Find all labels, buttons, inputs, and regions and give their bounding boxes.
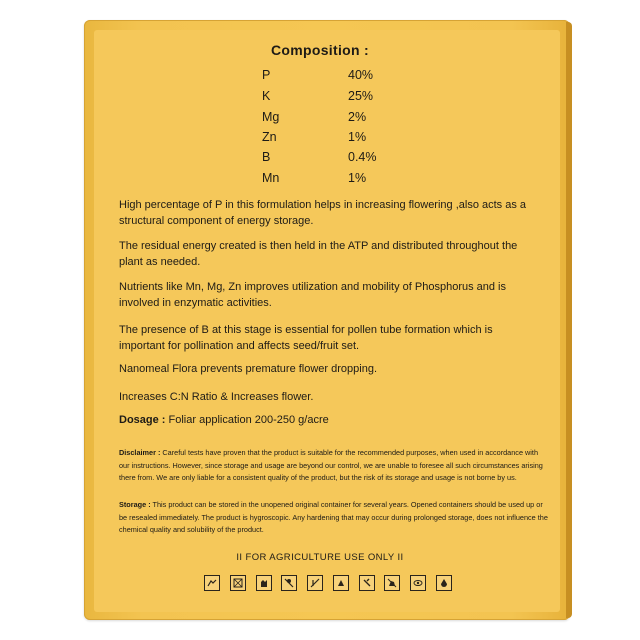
element-value: 2% — [348, 110, 367, 124]
keep-dry-icon — [436, 575, 452, 591]
dosage-line — [119, 414, 329, 426]
element-name: Mn — [262, 171, 280, 185]
element-value: 25% — [348, 89, 374, 103]
element-name: P — [262, 68, 271, 82]
paragraph-nutrients: Nutrients like Mn, Mg, Zn improves utilization and mobility of Phosphorus and is involved in enzymatic activities. — [119, 281, 507, 309]
element-name: Mg — [262, 110, 280, 124]
paragraph-flower-drop: Nanomeal Flora prevents premature flower dropping. — [119, 363, 378, 375]
eye-protection-icon — [410, 575, 426, 591]
dosage-label: Dosage : — [119, 414, 166, 426]
storage-label: Storage : — [119, 500, 151, 509]
hand-wash-icon — [204, 575, 220, 591]
spray-icon — [359, 575, 375, 591]
disclaimer-label: Disclaimer : — [119, 448, 161, 457]
box-side-edge — [566, 22, 572, 618]
element-value: 1% — [348, 171, 367, 185]
paragraph-cn-ratio: Increases C:N Ratio & Increases flower. — [119, 391, 314, 403]
element-value: 1% — [348, 130, 367, 144]
dust-mask-icon — [230, 575, 246, 591]
storage-block — [119, 499, 549, 537]
element-name: K — [262, 89, 271, 103]
paragraph-boron: The presence of B at this stage is essential for pollen tube formation which is important for pollination and affects seed/fruit set. — [119, 324, 493, 352]
no-children-icon — [281, 575, 297, 591]
paragraph-energy: The residual energy created is then held in the ATP and distributed throughout the plant as needed. — [119, 240, 518, 268]
gloves-icon — [256, 575, 272, 591]
agriculture-use-note: II FOR AGRICULTURE USE ONLY II — [236, 552, 404, 563]
disclaimer-text: Careful tests have proven that the product is suitable for the recommended purposes, when used in accordance with our instructions. However, since storage and usage are beyond our control, we are unable to foresee all such circumstances arising there from. We are only liable for a consistent quality of the product, but the risk of its storage and usage is not borne by us. — [119, 448, 543, 482]
element-value: 40% — [348, 68, 374, 82]
safety-icons-row — [204, 575, 452, 595]
composition-title: Composition : — [271, 42, 369, 58]
paragraph-phosphorus: High percentage of P in this formulation helps in increasing flowering ,also acts as a structural component of energy storage. — [119, 199, 527, 227]
element-name: B — [262, 150, 271, 164]
element-name: Zn — [262, 130, 277, 144]
storage-icon — [333, 575, 349, 591]
no-eating-icon — [307, 575, 323, 591]
no-animals-icon — [384, 575, 400, 591]
dosage-text: Foliar application 200-250 g/acre — [168, 414, 329, 426]
element-value: 0.4% — [348, 150, 377, 164]
disclaimer-block — [119, 447, 549, 485]
storage-text: This product can be stored in the unopened original container for several years. Opened containers should be used up or be resealed immediately. The product is hygroscopic. Any hardening that may occur during prolonged storage, does not influence the chemical quality and solubility of the product. — [119, 500, 548, 534]
